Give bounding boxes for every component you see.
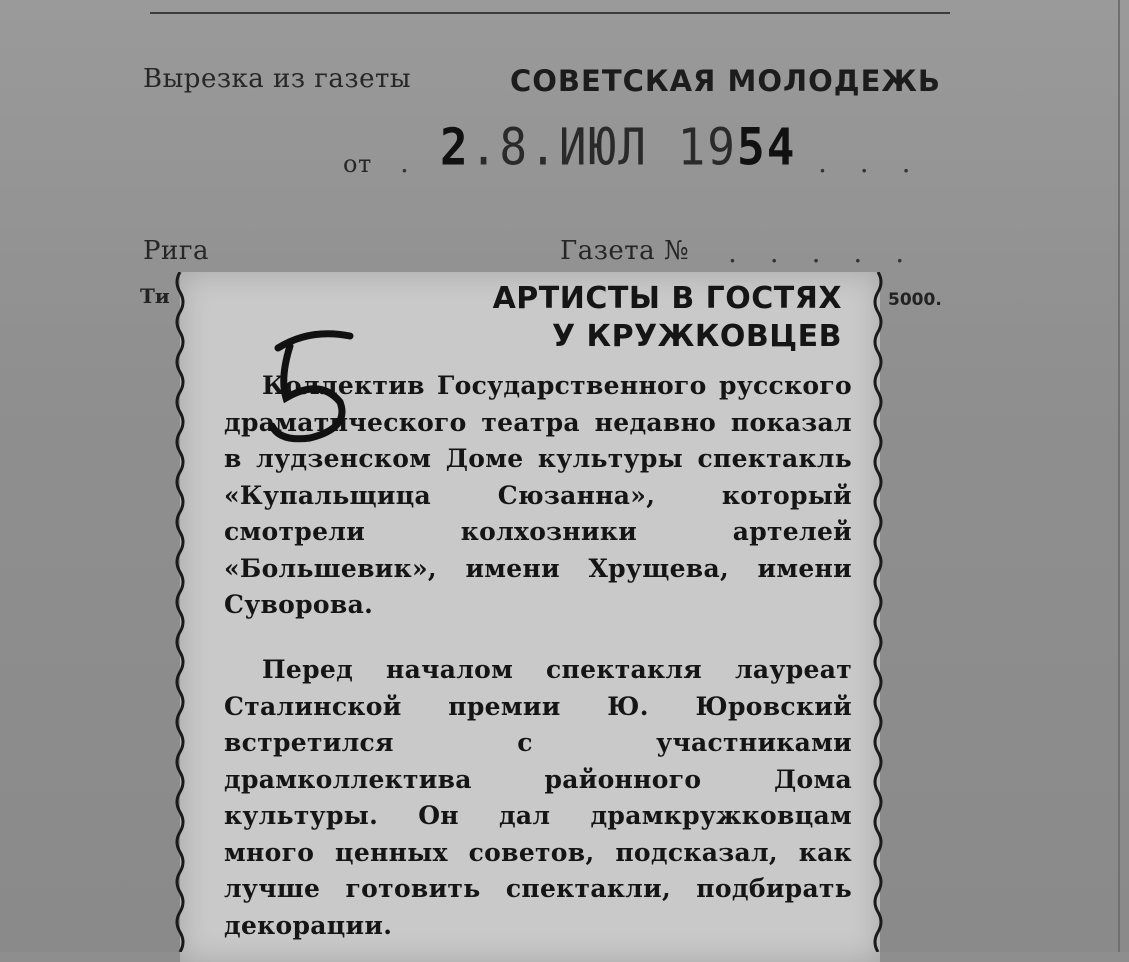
stamp-year-a: 19 (677, 117, 737, 177)
article-title (493, 280, 842, 356)
issue-dots: . . . . . (728, 236, 917, 269)
date-dots-left: . (400, 146, 421, 179)
date-dots-right: . . . (818, 146, 923, 179)
circulation-value: 5000. (888, 290, 942, 310)
stamp-day: 2 (440, 117, 470, 177)
clipping-left-edge (174, 272, 186, 952)
card-edge (1118, 0, 1120, 952)
article-title-line1: АРТИСТЫ В ГОСТЯХ (492, 281, 842, 316)
clipping-label: Вырезка из газеты (143, 64, 412, 94)
city-label: Рига (143, 236, 209, 266)
newspaper-name: СОВЕТСКАЯ МОЛОДЕЖЬ (510, 64, 941, 98)
article-title-line2: У КРУЖКОВЦЕВ (551, 319, 842, 354)
clipping-right-edge (872, 272, 884, 952)
article-paragraph-1: Коллектив Государственного русского драматического театра недавно показал в лудзенском Доме культуры спектакль «Купальщица Сюзанна», который смотрели колхозники артелей «Большевик», имени Хрущева, имени Суворова. (224, 371, 852, 619)
from-label: от (343, 150, 372, 178)
article-paragraph-2: Перед началом спектакля лауреат Сталинской премии Ю. Юровский встретился с участниками драмколлектива районного Дома культуры. Он дал драмкружковцам много ценных советов, подсказал, как лучше готовить спектакли, подбирать декорации. (224, 655, 852, 940)
stamp-month: ИЮЛ (558, 117, 648, 177)
stamp-day2: 8 (499, 117, 530, 177)
issue-label: Газета № (560, 236, 690, 266)
date-stamp: 2.8.ИЮЛ 1954 (440, 117, 797, 177)
handwritten-mark (250, 318, 370, 448)
circulation-fragment: Ти (140, 284, 170, 308)
stamp-year-b: 54 (737, 117, 797, 177)
top-rule (150, 12, 950, 14)
